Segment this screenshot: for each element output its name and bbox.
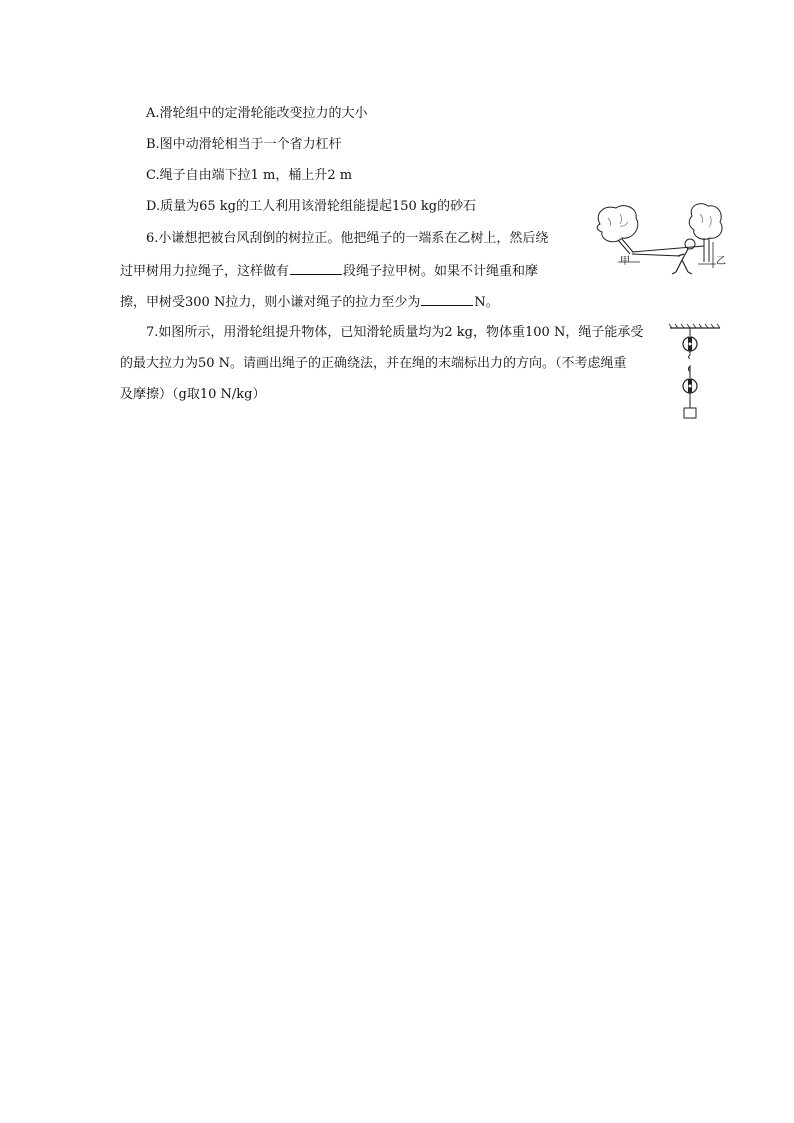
q6-line-1: 6.小谦想把被台风刮倒的树拉正。他把绳子的一端系在乙树上，然后绕 (146, 231, 549, 246)
option-a: A.滑轮组中的定滑轮能改变拉力的大小 (146, 106, 368, 121)
option-d: D.质量为65 kg的工人利用该滑轮组能提起150 kg的砂石 (146, 199, 477, 214)
q6-blank-1[interactable] (290, 262, 342, 275)
q7-line-1: 7.如图所示，用滑轮组提升物体，已知滑轮质量均为2 kg，物体重100 N，绳子能承受 (146, 325, 644, 340)
q6-line-3-post: N。 (474, 295, 499, 310)
label-yi: 乙 (716, 256, 726, 267)
option-b: B.图中动滑轮相当于一个省力杠杆 (146, 137, 342, 152)
option-c: C.绳子自由端下拉1 m，桶上升2 m (146, 168, 353, 183)
pulley-illustration (668, 322, 722, 422)
q7-line-2: 的最大拉力为50 N。请画出绳子的正确绕法，并在绳的末端标出力的方向。（不考虑绳重 (120, 356, 627, 371)
q7-line-3: 及摩擦）（g取10 N/kg） (120, 387, 266, 402)
q6-line-3 (120, 293, 499, 311)
q6-line-2 (120, 262, 538, 280)
trees-rope-figure (592, 202, 726, 278)
q6-line-2-pre: 过甲树用力拉绳子，这样做有 (120, 264, 290, 279)
label-jia: 甲 (620, 256, 630, 267)
q6-blank-2[interactable] (421, 293, 473, 306)
trees-rope-illustration (592, 202, 726, 278)
pulley-figure (668, 322, 722, 422)
q6-line-2-post: 段绳子拉甲树。如果不计绳重和摩 (343, 264, 539, 279)
q6-line-3-pre: 擦，甲树受300 N拉力，则小谦对绳子的拉力至少为 (120, 295, 421, 310)
